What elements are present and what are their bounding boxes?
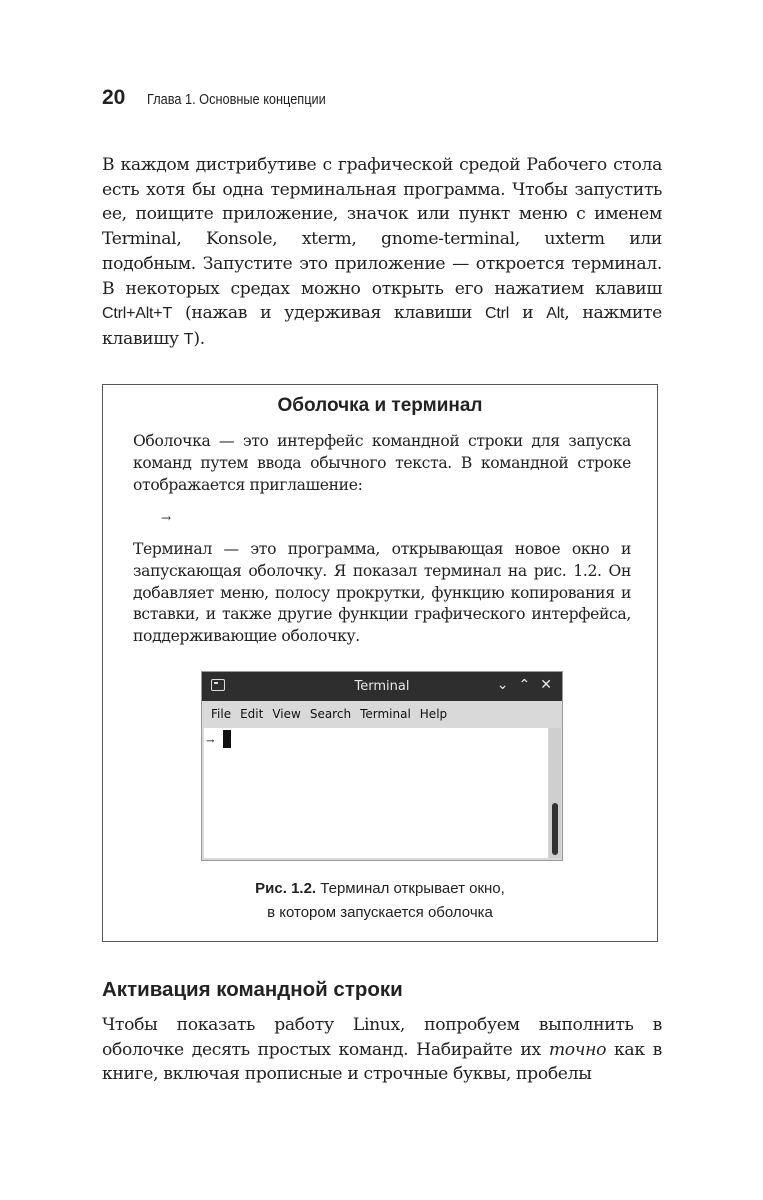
- minimize-icon[interactable]: ⌄: [496, 677, 509, 693]
- terminal-titlebar: [202, 672, 562, 701]
- close-icon[interactable]: ✕: [540, 677, 552, 693]
- intro-paragraph: В каждом дистрибутиве с графической средой Рабочего стола есть хотя бы одна терминальная программа. Чтобы запустить ее, поищите приложение, значок или пункт меню с именем Terminal, Konsole, xterm, gnome-terminal, uxterm или подобным. Запустите это приложение — откроется терминал. В некоторых средах можно открыть его нажатием клавиш Ctrl+Alt+T (нажав и удерживая клавиши Ctrl и Alt, нажмите клавишу T).: [102, 155, 662, 349]
- terminal-title: Terminal: [354, 679, 410, 694]
- menu-help[interactable]: Help: [419, 707, 448, 721]
- window-controls: [497, 677, 552, 693]
- terminal-cursor: [223, 730, 231, 748]
- figure-label: Рис. 1.2.: [255, 880, 317, 897]
- sidebar-paragraph-terminal: Терминал — это программа, открывающая новое окно и запускающая оболочку. Я показал терминал на рис. 1.2. Он добавляет меню, полосу прокрутки, функцию копирования и вставки, и также другие функции графического интерфейса, поддерживающие оболочку.: [133, 540, 631, 646]
- key-t: T: [183, 330, 194, 348]
- key-combo: Ctrl+Alt+T: [102, 305, 173, 323]
- figure-caption: Рис. 1.2. Терминал открывает окно, в котором запускается оболочка: [255, 880, 505, 921]
- page-header: [102, 86, 358, 110]
- terminal-prompt: →: [206, 736, 215, 747]
- sidebar-paragraph-shell: Оболочка — это интерфейс командной строки для запуска команд путем ввода обычного текста. В командной строке отображается приглашение:: [133, 432, 631, 494]
- prompt-arrow-icon: →: [161, 511, 172, 525]
- maximize-icon[interactable]: ⌃: [518, 677, 531, 693]
- sidebar-title: Оболочка и терминал: [277, 395, 483, 416]
- section-heading: Активация командной строки: [102, 978, 403, 1001]
- terminal-scrollbar[interactable]: [549, 728, 561, 858]
- page-number: 20: [102, 86, 126, 109]
- menu-edit[interactable]: Edit: [240, 707, 264, 721]
- menu-terminal[interactable]: Terminal: [360, 707, 411, 721]
- menu-search[interactable]: Search: [309, 707, 352, 721]
- chapter-title: Глава 1. Основные концепции: [147, 91, 327, 108]
- key-ctrl: Ctrl: [485, 305, 510, 323]
- terminal-window-figure: [201, 671, 563, 861]
- menu-view[interactable]: View: [272, 707, 301, 721]
- scrollbar-thumb[interactable]: [552, 803, 558, 855]
- menu-file[interactable]: File: [211, 707, 232, 721]
- section-paragraph: Чтобы показать работу Linux, попробуем выполнить в оболочке десять простых команд. Набирайте их точно как в книге, включая прописные и строчные буквы, пробелы: [102, 1015, 662, 1085]
- sidebar-box: [102, 384, 658, 942]
- terminal-menubar: [202, 701, 562, 727]
- key-alt: Alt: [546, 305, 565, 323]
- terminal-text-area[interactable]: [204, 728, 548, 858]
- emphasis-word: точно: [548, 1039, 607, 1060]
